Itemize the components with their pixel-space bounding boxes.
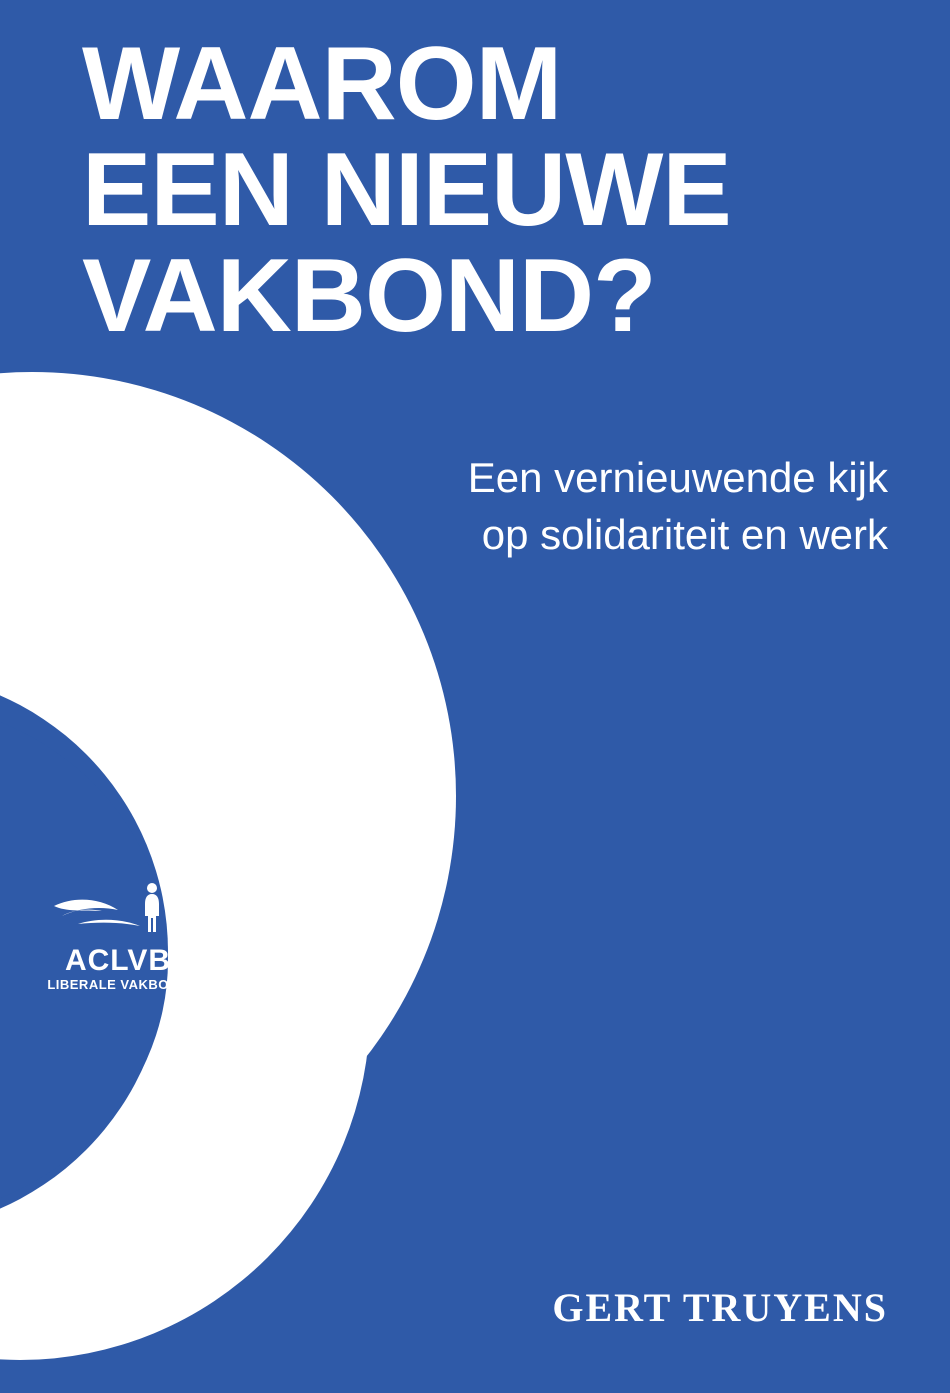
cover-subtitle	[328, 450, 888, 563]
subtitle-line-1: Een vernieuwende kijk	[467, 454, 888, 501]
aclvb-bird-and-figure-icon	[48, 880, 188, 942]
cover-title	[82, 26, 912, 354]
publisher-logo	[38, 880, 198, 991]
subtitle-line-2: op solidariteit en werk	[481, 510, 888, 558]
logo-name: ACLVB	[64, 944, 172, 977]
title-line-2: EEN NIEUWE	[82, 131, 731, 248]
logo-tagline: LIBERALE VAKBOND	[47, 977, 189, 992]
title-line-1: WAAROM	[82, 26, 562, 142]
title-line-3: VAKBOND?	[82, 237, 656, 354]
author-name: GERT TRUYENS	[552, 1285, 888, 1330]
